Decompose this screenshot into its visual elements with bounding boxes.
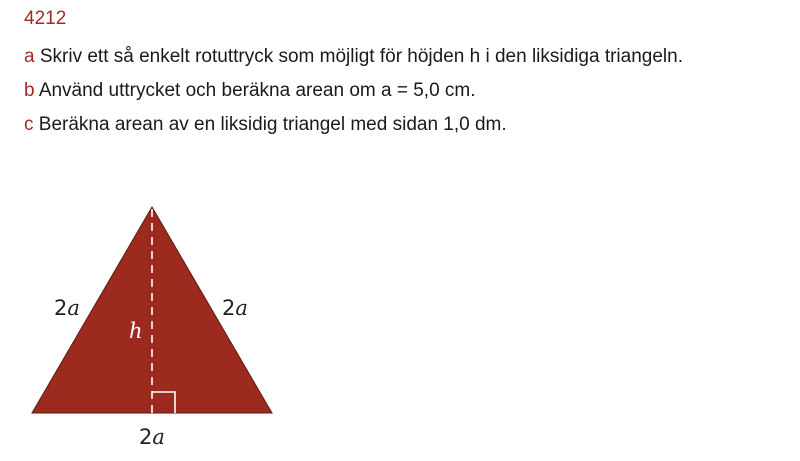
task-text-c: Beräkna arean av en liksidig triangel med sidan 1,0 dm. xyxy=(38,114,507,135)
base-label-number: 2 xyxy=(139,425,153,449)
height-label: h xyxy=(129,319,143,343)
task-letter-b: b xyxy=(24,80,35,101)
task-letter-c: c xyxy=(24,114,34,135)
task-letter-a: a xyxy=(24,46,35,67)
right-side-label xyxy=(222,296,248,320)
right-side-label-variable: a xyxy=(235,296,248,320)
triangle-figure xyxy=(0,190,320,460)
task-b xyxy=(24,74,764,108)
left-side-label-variable: a xyxy=(67,296,80,320)
task-c xyxy=(24,108,764,142)
right-side-label-number: 2 xyxy=(222,296,236,320)
task-a xyxy=(24,40,764,74)
task-text-b: Använd uttrycket och beräkna arean om a = 5,0 cm. xyxy=(38,80,476,101)
problem-number: 4212 xyxy=(24,8,67,29)
base-label-variable: a xyxy=(152,425,165,449)
task-list xyxy=(24,40,764,142)
left-side-label-number: 2 xyxy=(54,296,68,320)
base-label xyxy=(139,425,165,449)
task-text-a: Skriv ett så enkelt rotuttryck som möjligt för höjden h i den liksidiga triangeln. xyxy=(39,46,683,67)
left-side-label xyxy=(54,296,80,320)
